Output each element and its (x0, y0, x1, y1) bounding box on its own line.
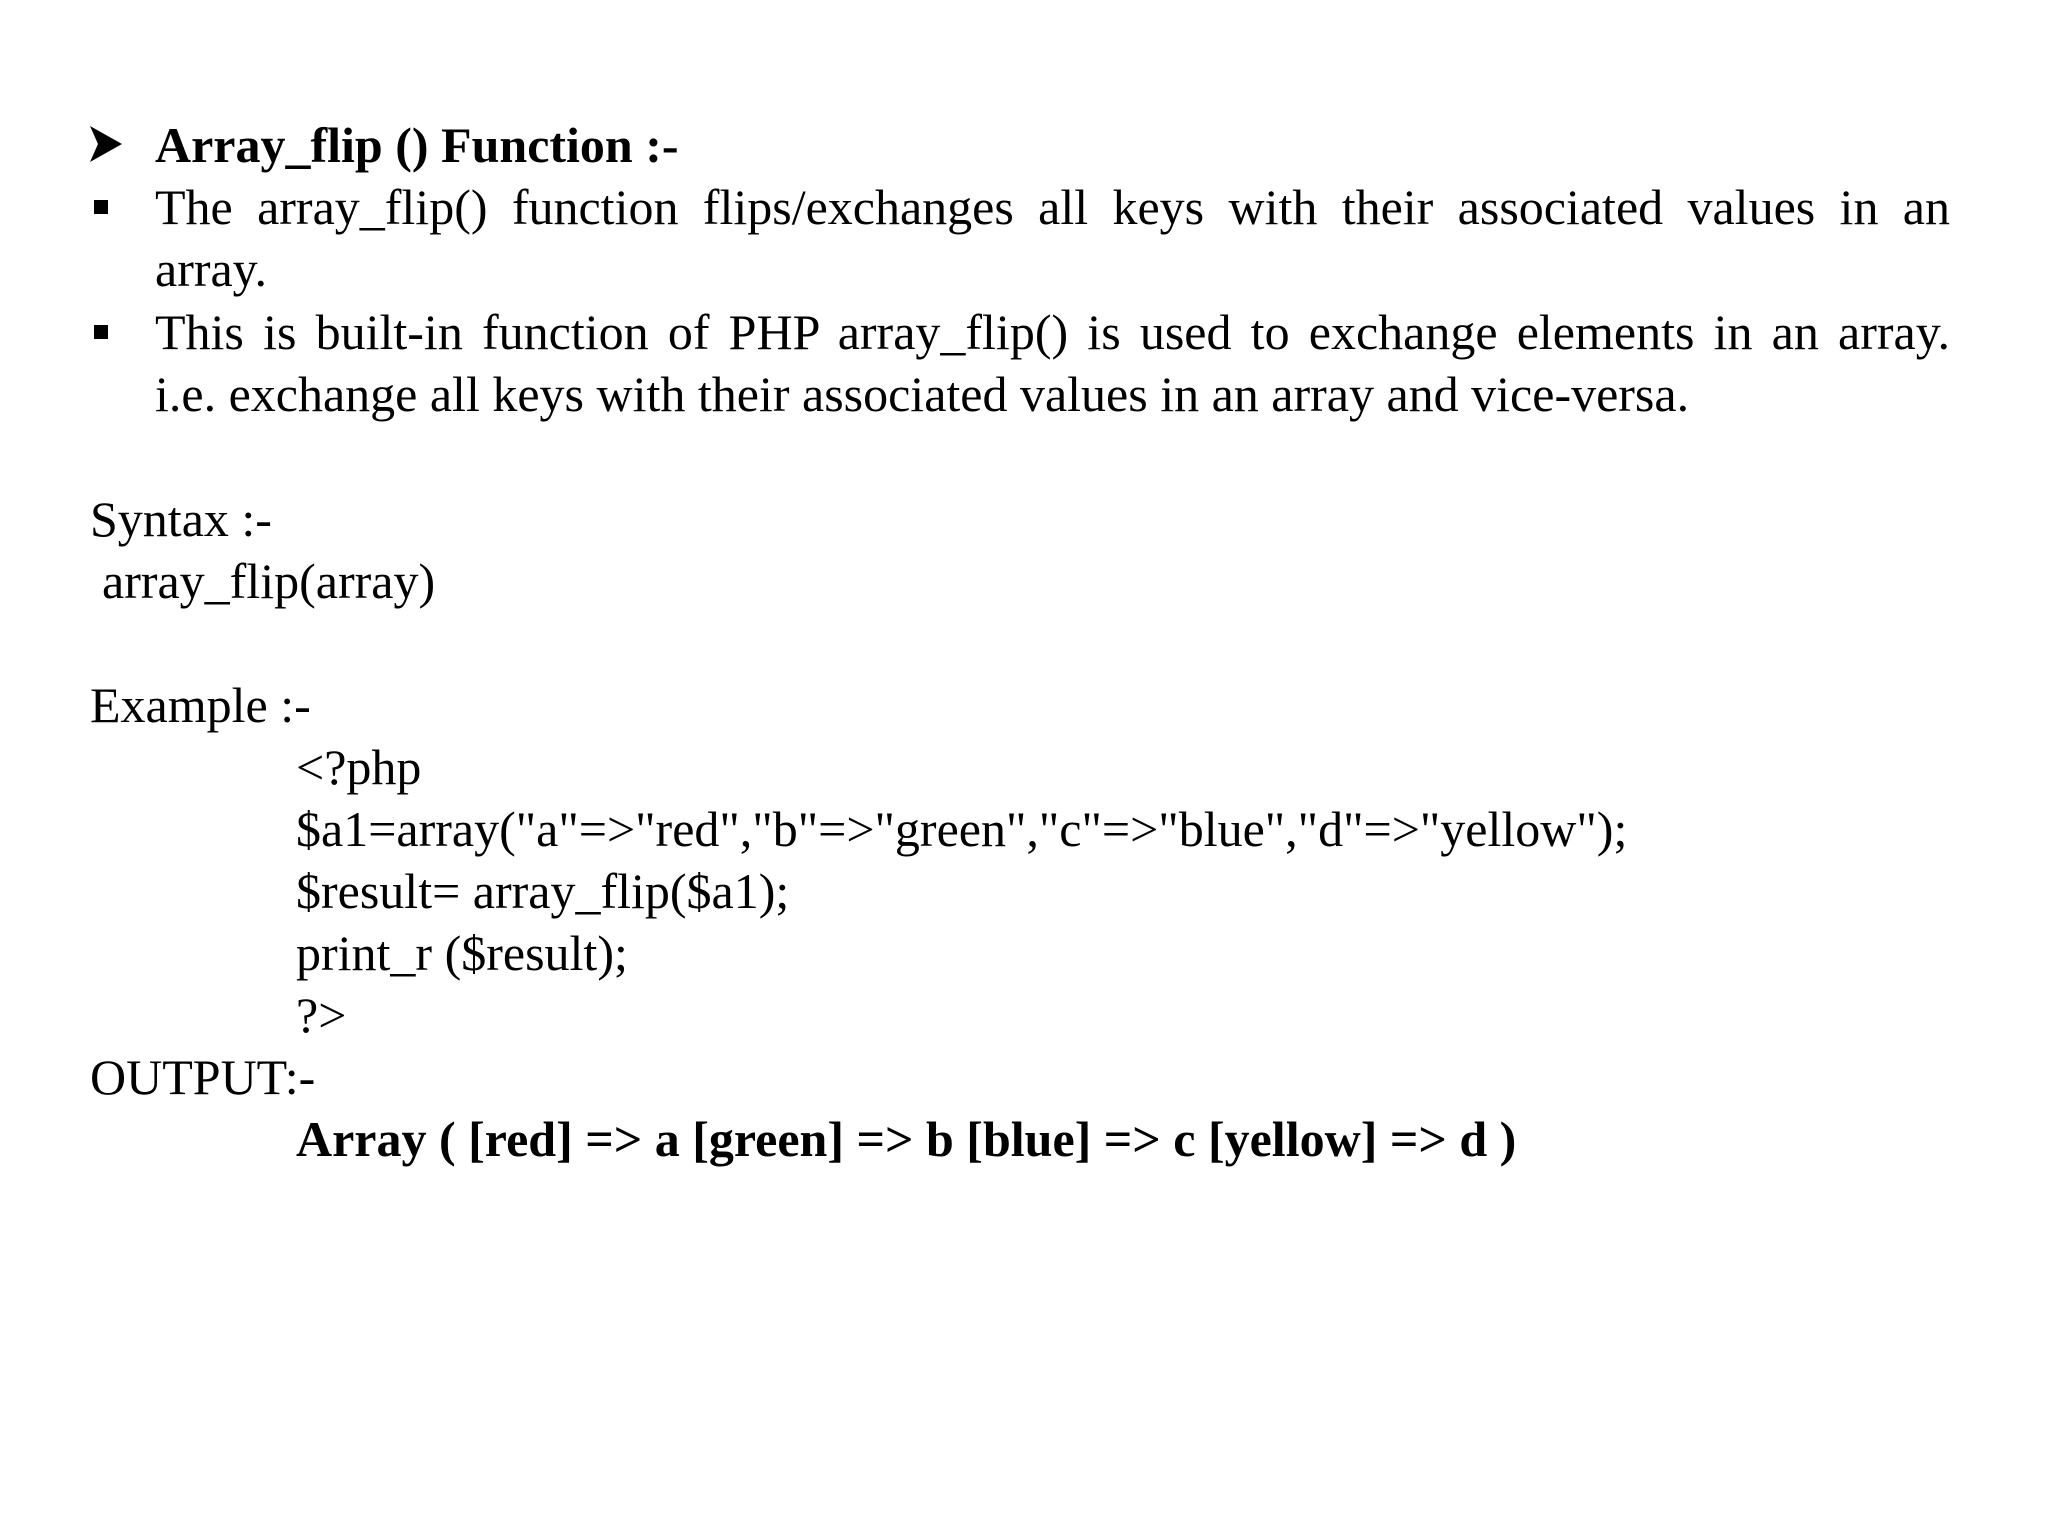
arrow-bullet-icon (88, 124, 124, 164)
section-heading: Array_flip () Function :- (155, 117, 679, 173)
bullet-1-line-2: array. (155, 241, 267, 297)
code-line: $a1=array("a"=>"red","b"=>"green","c"=>"blue","d"=>"yellow"); (296, 801, 1628, 857)
square-bullet-icon (94, 200, 108, 214)
bullet-1-line-1: The array_flip() function flips/exchanges all keys with their associated values in an (155, 179, 1950, 235)
example-label: Example :- (90, 677, 311, 733)
output-value: Array ( [red] => a [green] => b [blue] => c [yellow] => d ) (296, 1111, 1517, 1167)
code-line: ?> (296, 987, 347, 1043)
square-bullet-icon (94, 325, 108, 339)
bullet-2-line-2: i.e. exchange all keys with their associated values in an array and vice-versa. (155, 366, 1690, 422)
code-line: print_r ($result); (296, 925, 628, 981)
code-line: <?php (296, 739, 422, 795)
syntax-code: array_flip(array) (102, 553, 436, 609)
bullet-2-line-1: This is built-in function of PHP array_flip() is used to exchange elements in an array. (155, 304, 1950, 360)
output-label: OUTPUT:- (90, 1049, 316, 1105)
code-line: $result= array_flip($a1); (296, 863, 790, 919)
syntax-label: Syntax :- (90, 491, 272, 547)
